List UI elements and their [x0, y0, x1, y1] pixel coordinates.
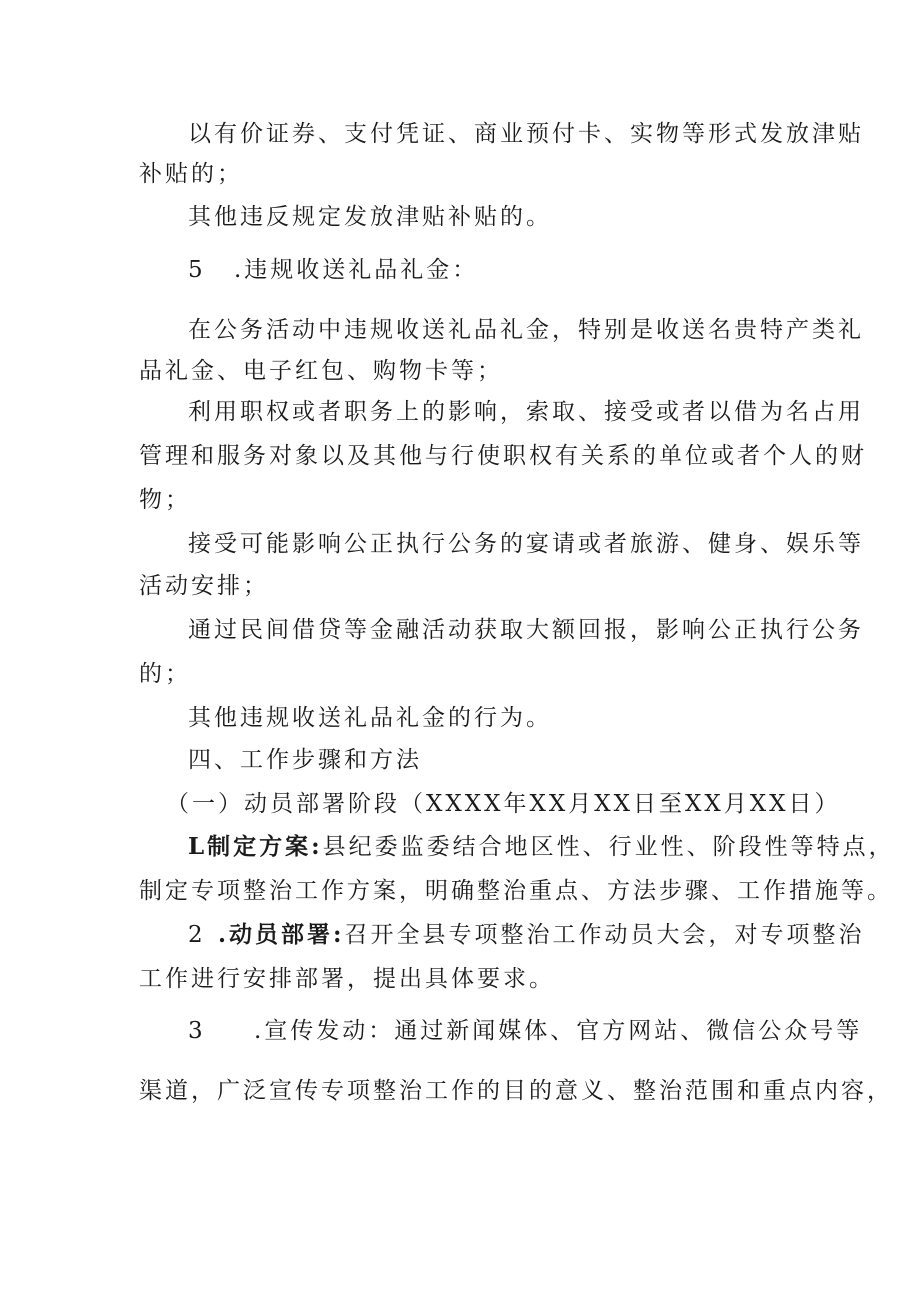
item-heading: .违规收送礼品礼金：: [234, 257, 479, 283]
paragraph-line: 其他违规收送礼品礼金的行为。: [188, 705, 552, 731]
paragraph-line: 补贴的；: [139, 161, 243, 187]
step-text: 召开全县专项整治工作动员大会，对专项整治: [344, 922, 865, 948]
item-number: 5: [188, 257, 206, 283]
step-text: 县纪委监委结合地区性、行业性、阶段性等特点，: [322, 834, 895, 860]
section-title: 四、工作步骤和方法: [188, 747, 422, 773]
paragraph-line: 管理和服务对象以及其他与行使职权有关系的单位或者个人的财: [139, 443, 867, 469]
step-text: .宣传发动：通过新闻媒体、官方网站、微信公众号等: [254, 1018, 863, 1044]
paragraph-line: 其他违反规定发放津贴补贴的。: [188, 204, 552, 230]
paragraph-line: 品礼金、电子红包、购物卡等；: [139, 358, 503, 384]
item-number: 3: [188, 1018, 206, 1044]
paragraph-line: 以有价证券、支付凭证、商业预付卡、实物等形式发放津贴: [188, 121, 864, 147]
paragraph-line: 渠道，广泛宣传专项整治工作的目的意义、整治范围和重点内容，: [139, 1078, 893, 1104]
section-heading-5: [188, 255, 478, 285]
step-heading-3: [188, 1016, 862, 1046]
paragraph-line: 利用职权或者职务上的影响，索取、接受或者以借为名占用: [188, 399, 864, 425]
paragraph-line: 活动安排；: [139, 573, 269, 599]
step-heading-2: [188, 920, 865, 950]
step-label: .动员部署:: [218, 921, 345, 948]
paragraph-line: 接受可能影响公正执行公务的宴请或者旅游、健身、娱乐等: [188, 531, 864, 557]
subsection-title: （一）动员部署阶段（XXXX年XX月XX日至XX月XX日）: [166, 791, 841, 817]
paragraph-line: 工作进行安排部署，提出具体要求。: [139, 966, 555, 992]
paragraph-line: 在公务活动中违规收送礼品礼金，特别是收送名贵特产类礼: [188, 317, 864, 343]
paragraph-line: 通过民间借贷等金融活动获取大额回报，影响公正执行公务: [188, 617, 864, 643]
step-label: L制定方案:: [188, 833, 323, 860]
item-number: 2: [188, 922, 206, 948]
step-heading-1: [188, 832, 895, 862]
paragraph-line: 物；: [139, 487, 191, 513]
paragraph-line: 制定专项整治工作方案，明确整治重点、方法步骤、工作措施等。: [139, 878, 893, 904]
paragraph-line: 的；: [139, 661, 191, 687]
